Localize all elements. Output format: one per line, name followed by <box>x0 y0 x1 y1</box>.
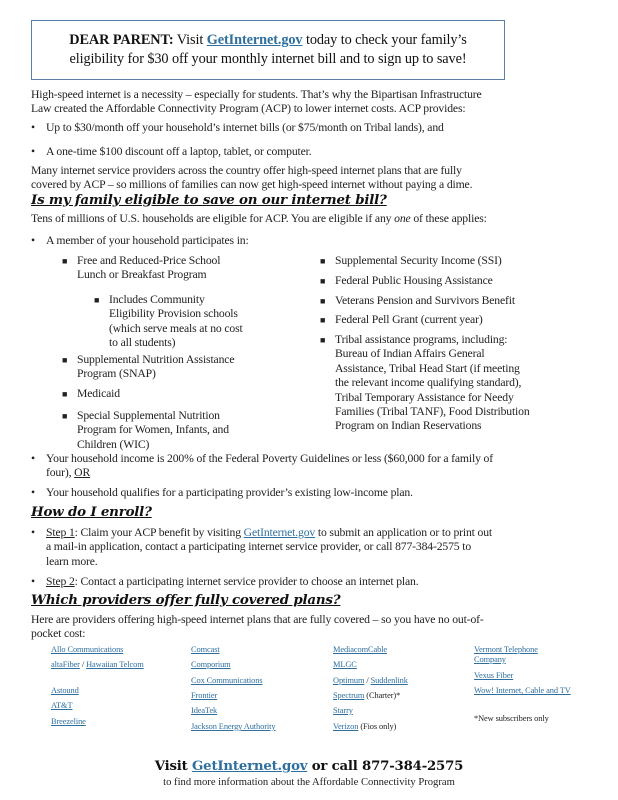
provider-link-vexus[interactable]: Vexus Fiber <box>474 671 514 680</box>
intro-paragraph-2 <box>31 164 591 193</box>
bullet-icon: • <box>31 486 35 499</box>
provider-item <box>333 645 387 655</box>
program-text: Medicaid <box>77 387 120 400</box>
footer-subtext: to find more information about the Affordable Connectivity Program <box>163 777 455 788</box>
text: to submit an application or to print out <box>315 526 493 539</box>
program-text: Supplemental Security Income (SSI) <box>335 254 502 267</box>
text-line: Eligibility Provision schools <box>109 307 238 321</box>
square-bullet-icon: ■ <box>62 389 68 399</box>
square-bullet-icon: ■ <box>320 276 326 286</box>
provider-link-allo[interactable]: Allo Communications <box>51 645 124 654</box>
text-line: High-speed internet is a necessity – especially for students. That’s why the Bipartisan Infrastructure <box>31 88 482 101</box>
footer-getinternet-link[interactable]: GetInternet.gov <box>192 759 308 774</box>
text: : Claim your ACP benefit by visiting <box>74 526 244 539</box>
square-bullet-icon: ■ <box>320 256 326 266</box>
provider-link-comcast[interactable]: Comcast <box>191 645 220 654</box>
bullet-icon: • <box>31 145 35 158</box>
provider-link-altafiber[interactable]: altaFiber <box>51 660 80 669</box>
provider-item <box>333 691 400 701</box>
dear-parent-banner <box>31 20 505 80</box>
provider-link-ideatek[interactable]: IdeaTek <box>191 706 218 715</box>
bullet-text: A member of your household participates in: <box>46 234 249 247</box>
text-line: (which serve meals at no cost <box>109 321 243 335</box>
banner-getinternet-link[interactable]: GetInternet.gov <box>206 32 303 48</box>
text-line: Tribal assistance programs, including: <box>335 333 508 346</box>
program-text <box>335 333 530 434</box>
text-line: Law created the Affordable Connectivity Program (ACP) to lower internet costs. ACP provides: <box>31 102 466 116</box>
bullet-icon: • <box>31 526 35 539</box>
bullet-text <box>46 452 586 481</box>
provider-link-hawaiian-telcom[interactable]: Hawaiian Telcom <box>86 660 144 669</box>
provider-item <box>474 686 584 696</box>
square-bullet-icon: ■ <box>62 411 68 421</box>
text-line: Supplemental Nutrition Assistance <box>77 353 235 366</box>
provider-item <box>51 686 79 696</box>
provider-note: (Fios only) <box>358 722 397 731</box>
provider-link-jackson-energy[interactable]: Jackson Energy Authority <box>191 722 276 731</box>
provider-item <box>51 645 123 655</box>
provider-link-suddenlink[interactable]: Suddenlink <box>370 676 408 685</box>
banner-line-1 <box>32 31 504 50</box>
program-text <box>77 409 229 452</box>
banner-line-2: eligibility for $30 off your monthly internet bill and to sign up to save! <box>69 51 467 67</box>
text-line: Many internet service providers across the country offer high-speed internet plans that are fully <box>31 164 462 177</box>
text: of these applies: <box>410 212 487 225</box>
getinternet-link[interactable]: GetInternet.gov <box>243 526 316 539</box>
program-text: Veterans Pension and Survivors Benefit <box>335 294 515 307</box>
text-line: Special Supplemental Nutrition <box>77 409 220 422</box>
providers-heading: Which providers offer fully covered plans? <box>31 592 341 608</box>
text-line: pocket cost: <box>31 627 86 641</box>
provider-item <box>51 717 86 727</box>
program-text: Federal Public Housing Assistance <box>335 274 493 287</box>
banner-text: today to check your family’s <box>302 32 467 48</box>
bullet-icon: • <box>31 121 35 134</box>
footer-cta <box>0 759 618 774</box>
square-bullet-icon: ■ <box>320 296 326 306</box>
slash: / <box>364 676 371 685</box>
bullet-text: A one-time $100 discount off a laptop, tablet, or computer. <box>46 145 312 158</box>
provider-link-cox[interactable]: Cox Communications <box>191 676 263 685</box>
program-text <box>77 353 234 382</box>
provider-link-mlgc[interactable]: MLGC <box>333 660 357 669</box>
provider-link-breezeline[interactable]: Breezeline <box>51 717 86 726</box>
program-text: Federal Pell Grant (current year) <box>335 313 483 326</box>
text: Tens of millions of U.S. households are eligible for ACP. You are eligible if any <box>31 212 395 225</box>
banner-lead: DEAR PARENT: <box>69 32 174 48</box>
text-line: covered by ACP – so millions of families can now get high-speed internet without paying a dime. <box>31 178 473 192</box>
provider-link-frontier[interactable]: Frontier <box>191 691 218 700</box>
provider-item <box>51 660 146 670</box>
text-line: Includes Community <box>109 293 205 306</box>
provider-link-starry[interactable]: Starry <box>333 706 353 715</box>
provider-item <box>191 722 275 732</box>
program-text <box>109 293 243 351</box>
text-line: to all students) <box>109 336 176 350</box>
intro-paragraph-1 <box>31 88 591 117</box>
provider-link-verizon[interactable]: Verizon <box>333 722 359 731</box>
provider-link-astound[interactable]: Astound <box>51 686 79 695</box>
provider-item <box>474 671 513 681</box>
text-line: Families (Tribal TANF), Food Distribution <box>335 405 530 419</box>
program-text <box>77 254 220 283</box>
eligibility-intro <box>31 212 591 226</box>
square-bullet-icon: ■ <box>62 355 68 365</box>
text-line: Program (SNAP) <box>77 367 156 381</box>
step-label: Step 1 <box>46 526 75 539</box>
provider-item <box>191 706 217 716</box>
text-line: Your household income is 200% of the Federal Poverty Guidelines or less ($60,000 for a family of <box>46 452 493 465</box>
provider-item <box>191 691 217 701</box>
text-line: Bureau of Indian Affairs General <box>335 347 485 361</box>
text-line: Program for Women, Infants, and <box>77 423 229 437</box>
text-line: the relevant income qualifying standard), <box>335 376 522 390</box>
provider-note: (Charter)* <box>364 691 401 700</box>
text: or call 877-384-2575 <box>307 759 464 774</box>
bullet-text <box>46 526 586 569</box>
bullet-text: Up to $30/month off your household’s internet bills (or $75/month on Tribal lands), and <box>46 121 444 134</box>
providers-intro <box>31 613 591 642</box>
step-label: Step 2 <box>46 575 75 588</box>
provider-item <box>191 660 231 670</box>
text-line: learn more. <box>46 554 98 568</box>
square-bullet-icon: ■ <box>94 295 100 305</box>
square-bullet-icon: ■ <box>320 335 326 345</box>
provider-item <box>51 701 72 711</box>
bullet-icon: • <box>31 575 35 588</box>
text: Visit <box>154 759 193 774</box>
emphasis: one <box>394 212 411 225</box>
text-line: Children (WIC) <box>77 437 150 451</box>
bullet-icon: • <box>31 452 35 465</box>
provider-link-optimum[interactable]: Optimum <box>333 676 365 685</box>
text-line: Lunch or Breakfast Program <box>77 268 207 282</box>
bullet-icon: • <box>31 234 35 247</box>
provider-item <box>333 660 357 670</box>
provider-item <box>333 722 396 732</box>
text-line: Program on Indian Reservations <box>335 419 482 433</box>
text-line <box>46 466 586 480</box>
provider-item <box>474 645 569 665</box>
provider-link-wow[interactable]: Wow! Internet, Cable and TV <box>474 686 571 695</box>
text: : Contact a participating internet service provider to choose an internet plan. <box>74 575 419 588</box>
provider-item <box>191 676 262 686</box>
banner-text: Visit <box>173 32 207 48</box>
new-subscribers-footnote: *New subscribers only <box>474 714 549 723</box>
provider-item <box>333 706 353 716</box>
enroll-heading: How do I enroll? <box>31 504 152 520</box>
provider-link-vermont-telephone[interactable]: Vermont Telephone Company <box>474 645 538 664</box>
slash: / <box>79 660 87 669</box>
provider-item <box>191 645 220 655</box>
or-text: OR <box>74 466 91 480</box>
text-line: Assistance, Tribal Head Start (if meeting <box>335 361 520 375</box>
text-line: Tribal Temporary Assistance for Needy <box>335 390 514 404</box>
provider-link-spectrum[interactable]: Spectrum <box>333 691 365 700</box>
text-line: Here are providers offering high-speed internet plans that are fully covered – so you have no out-of- <box>31 613 484 626</box>
provider-link-comporium[interactable]: Comporium <box>191 660 231 669</box>
text-line: Free and Reduced-Price School <box>77 254 221 267</box>
square-bullet-icon: ■ <box>62 256 68 266</box>
provider-item <box>333 676 408 686</box>
provider-link-att[interactable]: AT&T <box>51 701 73 710</box>
eligibility-heading: Is my family eligible to save on our internet bill? <box>31 192 387 208</box>
provider-link-mediacom[interactable]: MediacomCable <box>333 645 388 654</box>
text: four), <box>46 466 75 480</box>
bullet-text: Your household qualifies for a participating provider’s existing low-income plan. <box>46 486 413 499</box>
text-line <box>46 526 586 540</box>
bullet-text <box>46 575 586 589</box>
text-line: a mail-in application, contact a participating internet service provider, or call 877-384-2575 to <box>46 540 472 554</box>
square-bullet-icon: ■ <box>320 315 326 325</box>
